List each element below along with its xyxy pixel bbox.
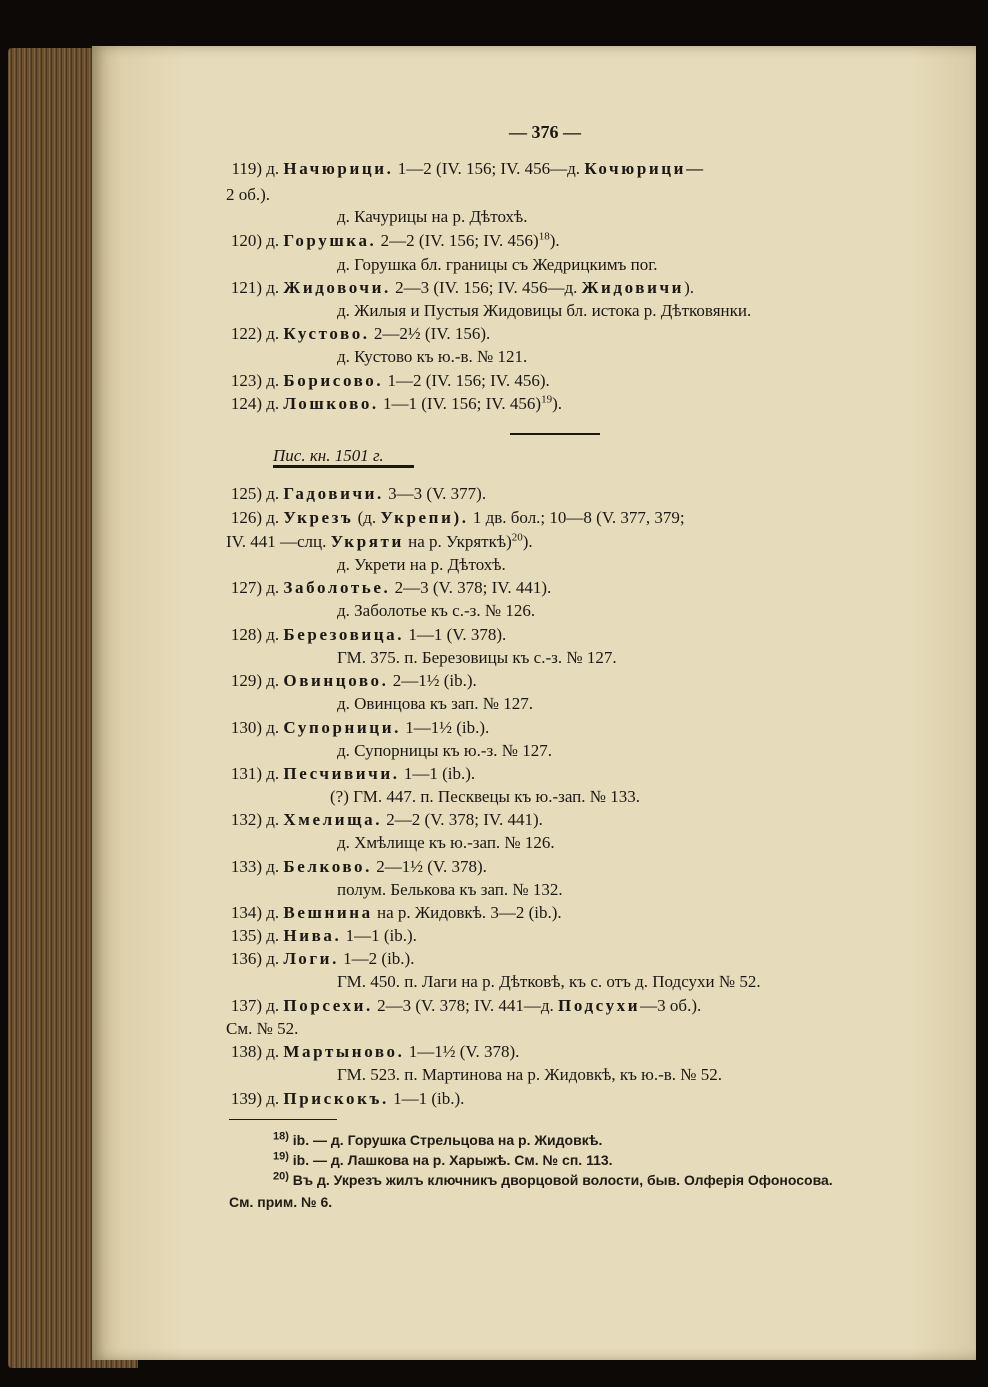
entry-126: 126) д. Укрезъ (д. Укрепи). 1 дв. бол.; 10—8 (V. 377, 379;	[230, 508, 685, 527]
entry-136-note: ГМ. 450. п. Лаги на р. Дѣтковѣ, къ с. отъ д. Подсухи № 52.	[337, 972, 761, 991]
entry-122: 122) д. Кустово. 2—2½ (IV. 156).	[230, 324, 491, 343]
footnote-19: $^{19)}$ ib. — д. Лашкова на р. Харыжѣ. См. № сп. 113.	[273, 1150, 613, 1168]
entry-137-cont: См. № 52.	[226, 1019, 299, 1038]
footnote-20: $^{20)}$ Въ д. Укрезъ жилъ ключникъ дворцовой волости, быв. Олферія Офоносова.	[273, 1170, 833, 1188]
entry-130-note: д. Супорницы къ ю.-з. № 127.	[337, 741, 552, 760]
entry-121: 121) д. Жидовочи. 2—3 (IV. 156; IV. 456—д. Жидовичи).	[230, 278, 694, 297]
section-title: Пис. кн. 1501 г.	[273, 446, 384, 465]
entry-126-note: д. Укрети на р. Дѣтохѣ.	[337, 555, 506, 574]
entry-136: 136) д. Логи. 1—2 (ib.).	[230, 949, 415, 968]
entry-138: 138) д. Мартыново. 1—1½ (V. 378).	[230, 1042, 520, 1061]
entry-133-note: полум. Белькова къ зап. № 132.	[337, 880, 563, 899]
entry-125: 125) д. Гадовичи. 3—3 (V. 377).	[230, 484, 487, 503]
entry-127: 127) д. Заболотье. 2—3 (V. 378; IV. 441).	[230, 578, 552, 597]
entry-130: 130) д. Супорници. 1—1½ (ib.).	[230, 718, 490, 737]
separator-rule	[510, 433, 600, 435]
entry-132-note: д. Хмѣлище къ ю.-зап. № 126.	[337, 833, 555, 852]
entry-129: 129) д. Овинцово. 2—1½ (ib.).	[230, 671, 477, 690]
entry-134: 134) д. Вешнина на р. Жидовкѣ. 3—2 (ib.).	[230, 903, 562, 922]
entry-123: 123) д. Борисово. 1—2 (IV. 156; IV. 456).	[230, 371, 550, 390]
entry-119-note: д. Качурицы на р. Дѣтохѣ.	[337, 207, 528, 226]
entry-120-note: д. Горушка бл. границы съ Жедрицкимъ пог.	[337, 255, 658, 274]
entry-120: 120) д. Горушка. 2—2 (IV. 156; IV. 456)$^{18}$).	[230, 230, 560, 250]
entry-132: 132) д. Хмелища. 2—2 (V. 378; IV. 441).	[230, 810, 543, 829]
entry-128: 128) д. Березовица. 1—1 (V. 378).	[230, 625, 507, 644]
entry-135: 135) д. Нива. 1—1 (ib.).	[230, 926, 417, 945]
entry-119-cont: 2 об.).	[226, 185, 271, 204]
entry-119: 119) д. Начюрици. 1—2 (IV. 156; IV. 456—д. Кочюрици—	[231, 159, 706, 178]
entry-138-note: ГМ. 523. п. Мартинова на р. Жидовкѣ, къ ю.-в. № 52.	[337, 1065, 723, 1084]
entry-122-note: д. Кустово къ ю.-в. № 121.	[337, 347, 528, 366]
entry-124: 124) д. Лошково. 1—1 (IV. 156; IV. 456)$^{19}$).	[230, 393, 562, 413]
footnote-18: $^{18)}$ ib. — д. Горушка Стрельцова на р. Жидовкѣ.	[273, 1130, 603, 1148]
entry-131-note: (?) ГМ. 447. п. Песквецы къ ю.-зап. № 133.	[330, 787, 640, 806]
section-underline	[273, 465, 414, 468]
entry-127-note: д. Заболотье къ с.-з. № 126.	[337, 601, 536, 620]
footnote-rule	[229, 1119, 337, 1120]
entry-139: 139) д. Прискокъ. 1—1 (ib.).	[230, 1089, 465, 1108]
page-number: — 376 —	[509, 122, 581, 142]
entry-133: 133) д. Белково. 2—1½ (V. 378).	[230, 857, 487, 876]
entry-126-cont: IV. 441 —слц. Укряти на р. Укряткѣ)$^{20}$).	[226, 531, 533, 551]
entry-129-note: д. Овинцова къ зап. № 127.	[337, 694, 533, 713]
footnote-20-cont: См. прим. № 6.	[229, 1194, 333, 1210]
entry-121-note: д. Жилыя и Пустыя Жидовицы бл. истока р. Дѣтковянки.	[337, 301, 752, 320]
entry-131: 131) д. Песчивичи. 1—1 (ib.).	[230, 764, 476, 783]
entry-137: 137) д. Порсехи. 2—3 (V. 378; IV. 441—д. Подсухи—3 об.).	[230, 996, 702, 1015]
entry-128-note: ГМ. 375. п. Березовицы къ с.-з. № 127.	[337, 648, 617, 667]
